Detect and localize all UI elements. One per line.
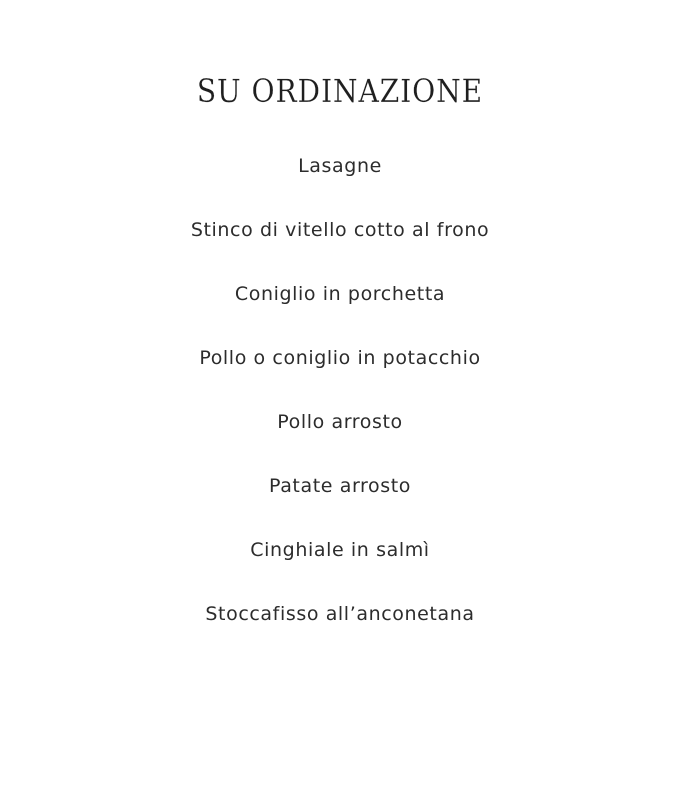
- page-title: SU ORDINAZIONE: [196, 72, 484, 111]
- dish-list: [0, 150, 680, 662]
- dish-item-stinco: Stinco di vitello cotto al frono: [190, 219, 490, 241]
- dish-item-stoccafisso: Stoccafisso all’anconetana: [205, 603, 475, 625]
- dish-item-lasagne: Lasagne: [298, 155, 382, 177]
- dish-item-patate-arrosto: Patate arrosto: [268, 475, 412, 497]
- dish-item-pollo-arrosto: Pollo arrosto: [277, 411, 403, 433]
- dish-item-cinghiale: Cinghiale in salmì: [250, 539, 430, 561]
- dish-item-pollo-potacchio: Pollo o coniglio in potacchio: [199, 347, 481, 369]
- dish-item-coniglio-porchetta: Coniglio in porchetta: [234, 283, 446, 305]
